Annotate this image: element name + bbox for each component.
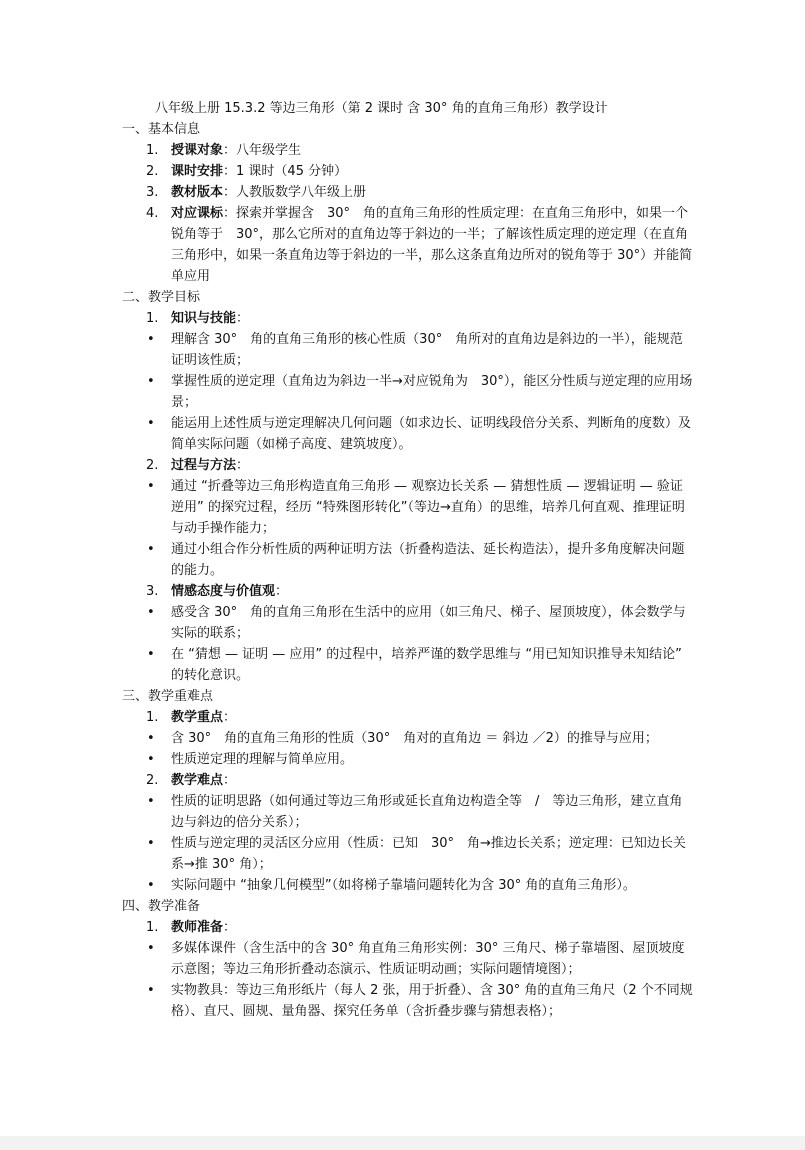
- bullet-dot-icon: •: [147, 479, 155, 494]
- bullet-dot-icon: •: [147, 647, 155, 662]
- bullet-dot-icon: •: [147, 542, 155, 557]
- bullet-item: [0, 644, 805, 686]
- bullet-text: 性质的证明思路（如何通过等边三角形或延长直角边构造全等 / 等边三角形，建立直角边与斜边的倍分关系）；: [171, 794, 683, 830]
- bullet-text: 多媒体课件（含生活中的含 30° 角直角三角形实例：30° 三角尺、梯子靠墙图、屋顶坡度示意图；等边三角形折叠动态演示、性质证明动画；实际问题情境图）；: [171, 941, 685, 977]
- item-number: 3.: [146, 584, 159, 599]
- item-label: 知识与技能: [171, 311, 237, 326]
- numbered-item: [0, 455, 805, 476]
- document-body: [0, 98, 805, 1022]
- bullet-text: 能运用上述性质与逆定理解决几何问题（如求边长、证明线段倍分关系、判断角的度数）及简单实际问题（如梯子高度、建筑坡度）。: [171, 416, 692, 452]
- bullet-dot-icon: •: [147, 731, 155, 746]
- item-label: 教学重点: [171, 710, 224, 725]
- item-text: ：: [236, 458, 250, 473]
- bullet-item: [0, 938, 805, 980]
- item-number: 2.: [146, 458, 159, 473]
- bullet-text: 性质逆定理的理解与简单应用。: [171, 752, 354, 767]
- section-heading-key-points: 三、教学重难点: [122, 689, 214, 704]
- item-text: ：人教版数学八年级上册: [223, 185, 367, 200]
- numbered-item: [0, 308, 805, 329]
- bullet-item: [0, 980, 805, 1022]
- item-text: ：: [275, 584, 289, 599]
- numbered-item: [0, 161, 805, 182]
- bullet-text: 在 “猜想 — 证明 — 应用” 的过程中，培养严谨的数学思维与 “用已知知识推导未知结论” 的转化意识。: [171, 647, 682, 683]
- bullet-item: [0, 413, 805, 455]
- bullet-text: 掌握性质的逆定理（直角边为斜边一半→对应锐角为 30°），能区分性质与逆定理的应用场景；: [171, 374, 693, 410]
- bullet-dot-icon: •: [147, 794, 155, 809]
- item-label: 情感态度与价值观: [171, 584, 276, 599]
- bullet-item: [0, 329, 805, 371]
- section-heading-objectives: 二、教学目标: [122, 290, 201, 305]
- item-label: 教师准备: [171, 920, 224, 935]
- numbered-item: [0, 770, 805, 791]
- item-label: 教学难点: [171, 773, 224, 788]
- item-text: ：: [223, 920, 237, 935]
- item-text: ：探索并掌握含 30° 角的直角三角形的性质定理：在直角三角形中，如果一个锐角等于 30°，那么它所对的直角边等于斜边的一半；了解该性质定理的逆定理（在直角三角形中，如果一条直角边等于斜边的一半，那么这条直角边所对的锐角等于 30°）并能简单应用: [171, 206, 693, 284]
- page-bottom-margin: [0, 1136, 805, 1150]
- numbered-item: [0, 707, 805, 728]
- item-number: 1.: [146, 920, 159, 935]
- document-title: 八年级上册 15.3.2 等边三角形（第 2 课时 含 30° 角的直角三角形）教学设计: [155, 101, 608, 116]
- item-text: ：1 课时（45 分钟）: [223, 164, 348, 179]
- bullet-dot-icon: •: [147, 983, 155, 998]
- item-label: 对应课标: [171, 206, 224, 221]
- bullet-dot-icon: •: [147, 941, 155, 956]
- bullet-text: 理解含 30° 角的直角三角形的核心性质（30° 角所对的直角边是斜边的一半），能规范证明该性质；: [171, 332, 683, 368]
- item-number: 1.: [146, 710, 159, 725]
- item-number: 2.: [146, 773, 159, 788]
- item-number: 4.: [146, 206, 159, 221]
- bullet-item: [0, 791, 805, 833]
- bullet-text: 实物教具：等边三角形纸片（每人 2 张，用于折叠）、含 30° 角的直角三角尺（2 个不同规格）、直尺、圆规、量角器、探究任务单（含折叠步骤与猜想表格）；: [171, 983, 693, 1019]
- bullet-item: [0, 728, 805, 749]
- bullet-item: [0, 539, 805, 581]
- bullet-text: 含 30° 角的直角三角形的性质（30° 角对的直角边 ＝ 斜边 ／2）的推导与应用；: [171, 731, 658, 746]
- bullet-item: [0, 371, 805, 413]
- numbered-item: [0, 182, 805, 203]
- item-number: 2.: [146, 164, 159, 179]
- bullet-dot-icon: •: [147, 836, 155, 851]
- item-number: 1.: [146, 143, 159, 158]
- item-number: 1.: [146, 311, 159, 326]
- section-heading-basic-info: 一、基本信息: [122, 122, 201, 137]
- bullet-dot-icon: •: [147, 374, 155, 389]
- bullet-text: 感受含 30° 角的直角三角形在生活中的应用（如三角尺、梯子、屋顶坡度），体会数学与实际的联系；: [171, 605, 686, 641]
- item-text: ：: [223, 710, 237, 725]
- item-text: ：八年级学生: [223, 143, 302, 158]
- item-label: 教材版本: [171, 185, 224, 200]
- numbered-item: [0, 581, 805, 602]
- bullet-text: 性质与逆定理的灵活区分应用（性质：已知 30° 角→推边长关系；逆定理：已知边长关系→推 30° 角）；: [171, 836, 686, 872]
- item-text: ：: [236, 311, 250, 326]
- section-heading-preparation: 四、教学准备: [122, 899, 201, 914]
- numbered-item: [0, 917, 805, 938]
- bullet-item: [0, 875, 805, 896]
- item-label: 授课对象: [171, 143, 224, 158]
- item-text: ：: [223, 773, 237, 788]
- bullet-dot-icon: •: [147, 752, 155, 767]
- bullet-text: 通过 “折叠等边三角形构造直角三角形 — 观察边长关系 — 猜想性质 — 逻辑证明 — 验证逆用” 的探究过程，经历 “特殊图形转化”（等边→直角）的思维，培养几何直观、推理证明与动手操作能力；: [171, 479, 685, 536]
- bullet-text: 实际问题中 “抽象几何模型”（如将梯子靠墙问题转化为含 30° 角的直角三角形）。: [171, 878, 636, 893]
- numbered-item: [0, 203, 805, 287]
- item-label: 过程与方法: [171, 458, 237, 473]
- bullet-text: 通过小组合作分析性质的两种证明方法（折叠构造法、延长构造法），提升多角度解决问题的能力。: [171, 542, 685, 578]
- item-label: 课时安排: [171, 164, 224, 179]
- bullet-dot-icon: •: [147, 605, 155, 620]
- numbered-item: [0, 140, 805, 161]
- bullet-item: [0, 602, 805, 644]
- bullet-dot-icon: •: [147, 332, 155, 347]
- item-number: 3.: [146, 185, 159, 200]
- bullet-dot-icon: •: [147, 878, 155, 893]
- bullet-item: [0, 833, 805, 875]
- bullet-item: [0, 749, 805, 770]
- bullet-dot-icon: •: [147, 416, 155, 431]
- bullet-item: [0, 476, 805, 539]
